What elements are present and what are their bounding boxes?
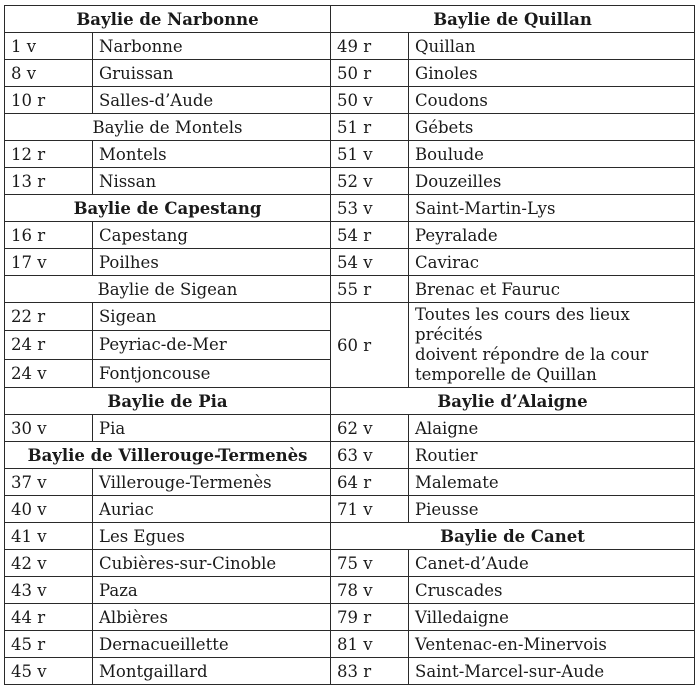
table-row (5, 658, 695, 685)
table-row (5, 388, 695, 415)
place-cell: Alaigne (409, 415, 695, 442)
folio-cell: 53 v (331, 195, 409, 222)
place-cell: Douzeilles (409, 168, 695, 195)
place-cell: Gruissan (93, 60, 331, 87)
place-cell: Gébets (409, 114, 695, 141)
table-row (5, 141, 695, 168)
place-cell: Fontjoncouse (93, 359, 331, 387)
folio-cell: 51 r (331, 114, 409, 141)
section-header-narbonne: Baylie de Narbonne (5, 6, 331, 33)
note-folio-cell: 60 r (331, 303, 409, 388)
place-cell: Auriac (93, 496, 331, 523)
place-cell: Malemate (409, 469, 695, 496)
table-row (5, 168, 695, 195)
place-cell: Quillan (409, 33, 695, 60)
folio-cell: 64 r (331, 469, 409, 496)
table-row (5, 523, 695, 550)
place-cell: Saint-Martin-Lys (409, 195, 695, 222)
table-row (5, 604, 695, 631)
table-row (5, 195, 695, 222)
section-header-quillan: Baylie de Quillan (331, 6, 695, 33)
place-cell: Albières (93, 604, 331, 631)
place-cell: Salles-d’Aude (93, 87, 331, 114)
table-row (5, 577, 695, 604)
folio-cell: 40 v (5, 496, 93, 523)
folio-cell: 54 r (331, 222, 409, 249)
folio-cell: 1 v (5, 33, 93, 60)
table-row (5, 442, 695, 469)
note-line: temporelle de Quillan (415, 365, 597, 384)
table-row (5, 415, 695, 442)
folio-cell: 83 r (331, 658, 409, 685)
place-cell: Villerouge-Termenès (93, 469, 331, 496)
place-cell: Canet-d’Aude (409, 550, 695, 577)
folio-cell: 16 r (5, 222, 93, 249)
folio-cell: 45 v (5, 658, 93, 685)
section-header-canet: Baylie de Canet (331, 523, 695, 550)
folio-cell: 22 r (5, 303, 93, 331)
note-line: doivent répondre de la cour (415, 345, 649, 364)
place-cell: Peyriac-de-Mer (93, 331, 331, 359)
table-row (5, 114, 695, 141)
folio-cell: 50 v (331, 87, 409, 114)
table-row (5, 222, 695, 249)
table-row (5, 550, 695, 577)
place-cell: Pia (93, 415, 331, 442)
section-header-capestang: Baylie de Capestang (5, 195, 331, 222)
folio-cell: 71 v (331, 496, 409, 523)
baylie-table (4, 5, 695, 685)
place-cell: Boulude (409, 141, 695, 168)
folio-cell: 78 v (331, 577, 409, 604)
place-cell: Cavirac (409, 249, 695, 276)
folio-cell: 75 v (331, 550, 409, 577)
table-row (5, 496, 695, 523)
place-cell: Pieusse (409, 496, 695, 523)
table-row (5, 631, 695, 658)
folio-cell: 17 v (5, 249, 93, 276)
table-row (5, 276, 695, 303)
folio-cell: 13 r (5, 168, 93, 195)
section-header-pia: Baylie de Pia (5, 388, 331, 415)
place-cell: Dernacueillette (93, 631, 331, 658)
folio-cell: 41 v (5, 523, 93, 550)
folio-cell: 42 v (5, 550, 93, 577)
place-cell: Les Egues (93, 523, 331, 550)
place-cell: Poilhes (93, 249, 331, 276)
folio-cell: 49 r (331, 33, 409, 60)
folio-cell: 44 r (5, 604, 93, 631)
folio-cell: 51 v (331, 141, 409, 168)
place-cell: Routier (409, 442, 695, 469)
place-cell: Saint-Marcel-sur-Aude (409, 658, 695, 685)
folio-cell: 12 r (5, 141, 93, 168)
place-cell: Brenac et Fauruc (409, 276, 695, 303)
folio-cell: 62 v (331, 415, 409, 442)
place-cell: Villedaigne (409, 604, 695, 631)
section-header-montels: Baylie de Montels (5, 114, 331, 141)
place-cell: Montgaillard (93, 658, 331, 685)
folio-cell: 24 r (5, 331, 93, 359)
place-cell: Sigean (93, 303, 331, 331)
section-header-alaigne: Baylie d’Alaigne (331, 388, 695, 415)
place-cell: Capestang (93, 222, 331, 249)
table-row (5, 60, 695, 87)
place-cell: Montels (93, 141, 331, 168)
folio-cell: 81 v (331, 631, 409, 658)
folio-cell: 79 r (331, 604, 409, 631)
place-cell: Nissan (93, 168, 331, 195)
section-header-sigean: Baylie de Sigean (5, 276, 331, 303)
folio-cell: 50 r (331, 60, 409, 87)
folio-cell: 45 r (5, 631, 93, 658)
table-row (5, 87, 695, 114)
folio-cell: 63 v (331, 442, 409, 469)
table-row (5, 469, 695, 496)
place-cell: Peyralade (409, 222, 695, 249)
place-cell: Paza (93, 577, 331, 604)
table-row (5, 303, 695, 331)
table-row (5, 33, 695, 60)
section-header-villerouge: Baylie de Villerouge-Termenès (5, 442, 331, 469)
place-cell: Cubières-sur-Cinoble (93, 550, 331, 577)
table-row (5, 6, 695, 33)
folio-cell: 24 v (5, 359, 93, 387)
place-cell: Narbonne (93, 33, 331, 60)
folio-cell: 30 v (5, 415, 93, 442)
place-cell: Coudons (409, 87, 695, 114)
folio-cell: 55 r (331, 276, 409, 303)
note-cell (409, 303, 695, 388)
folio-cell: 8 v (5, 60, 93, 87)
note-line: Toutes les cours des lieux précités (415, 305, 630, 344)
place-cell: Cruscades (409, 577, 695, 604)
place-cell: Ginoles (409, 60, 695, 87)
folio-cell: 37 v (5, 469, 93, 496)
folio-cell: 43 v (5, 577, 93, 604)
place-cell: Ventenac-en-Minervois (409, 631, 695, 658)
folio-cell: 52 v (331, 168, 409, 195)
table-row (5, 249, 695, 276)
folio-cell: 54 v (331, 249, 409, 276)
folio-cell: 10 r (5, 87, 93, 114)
